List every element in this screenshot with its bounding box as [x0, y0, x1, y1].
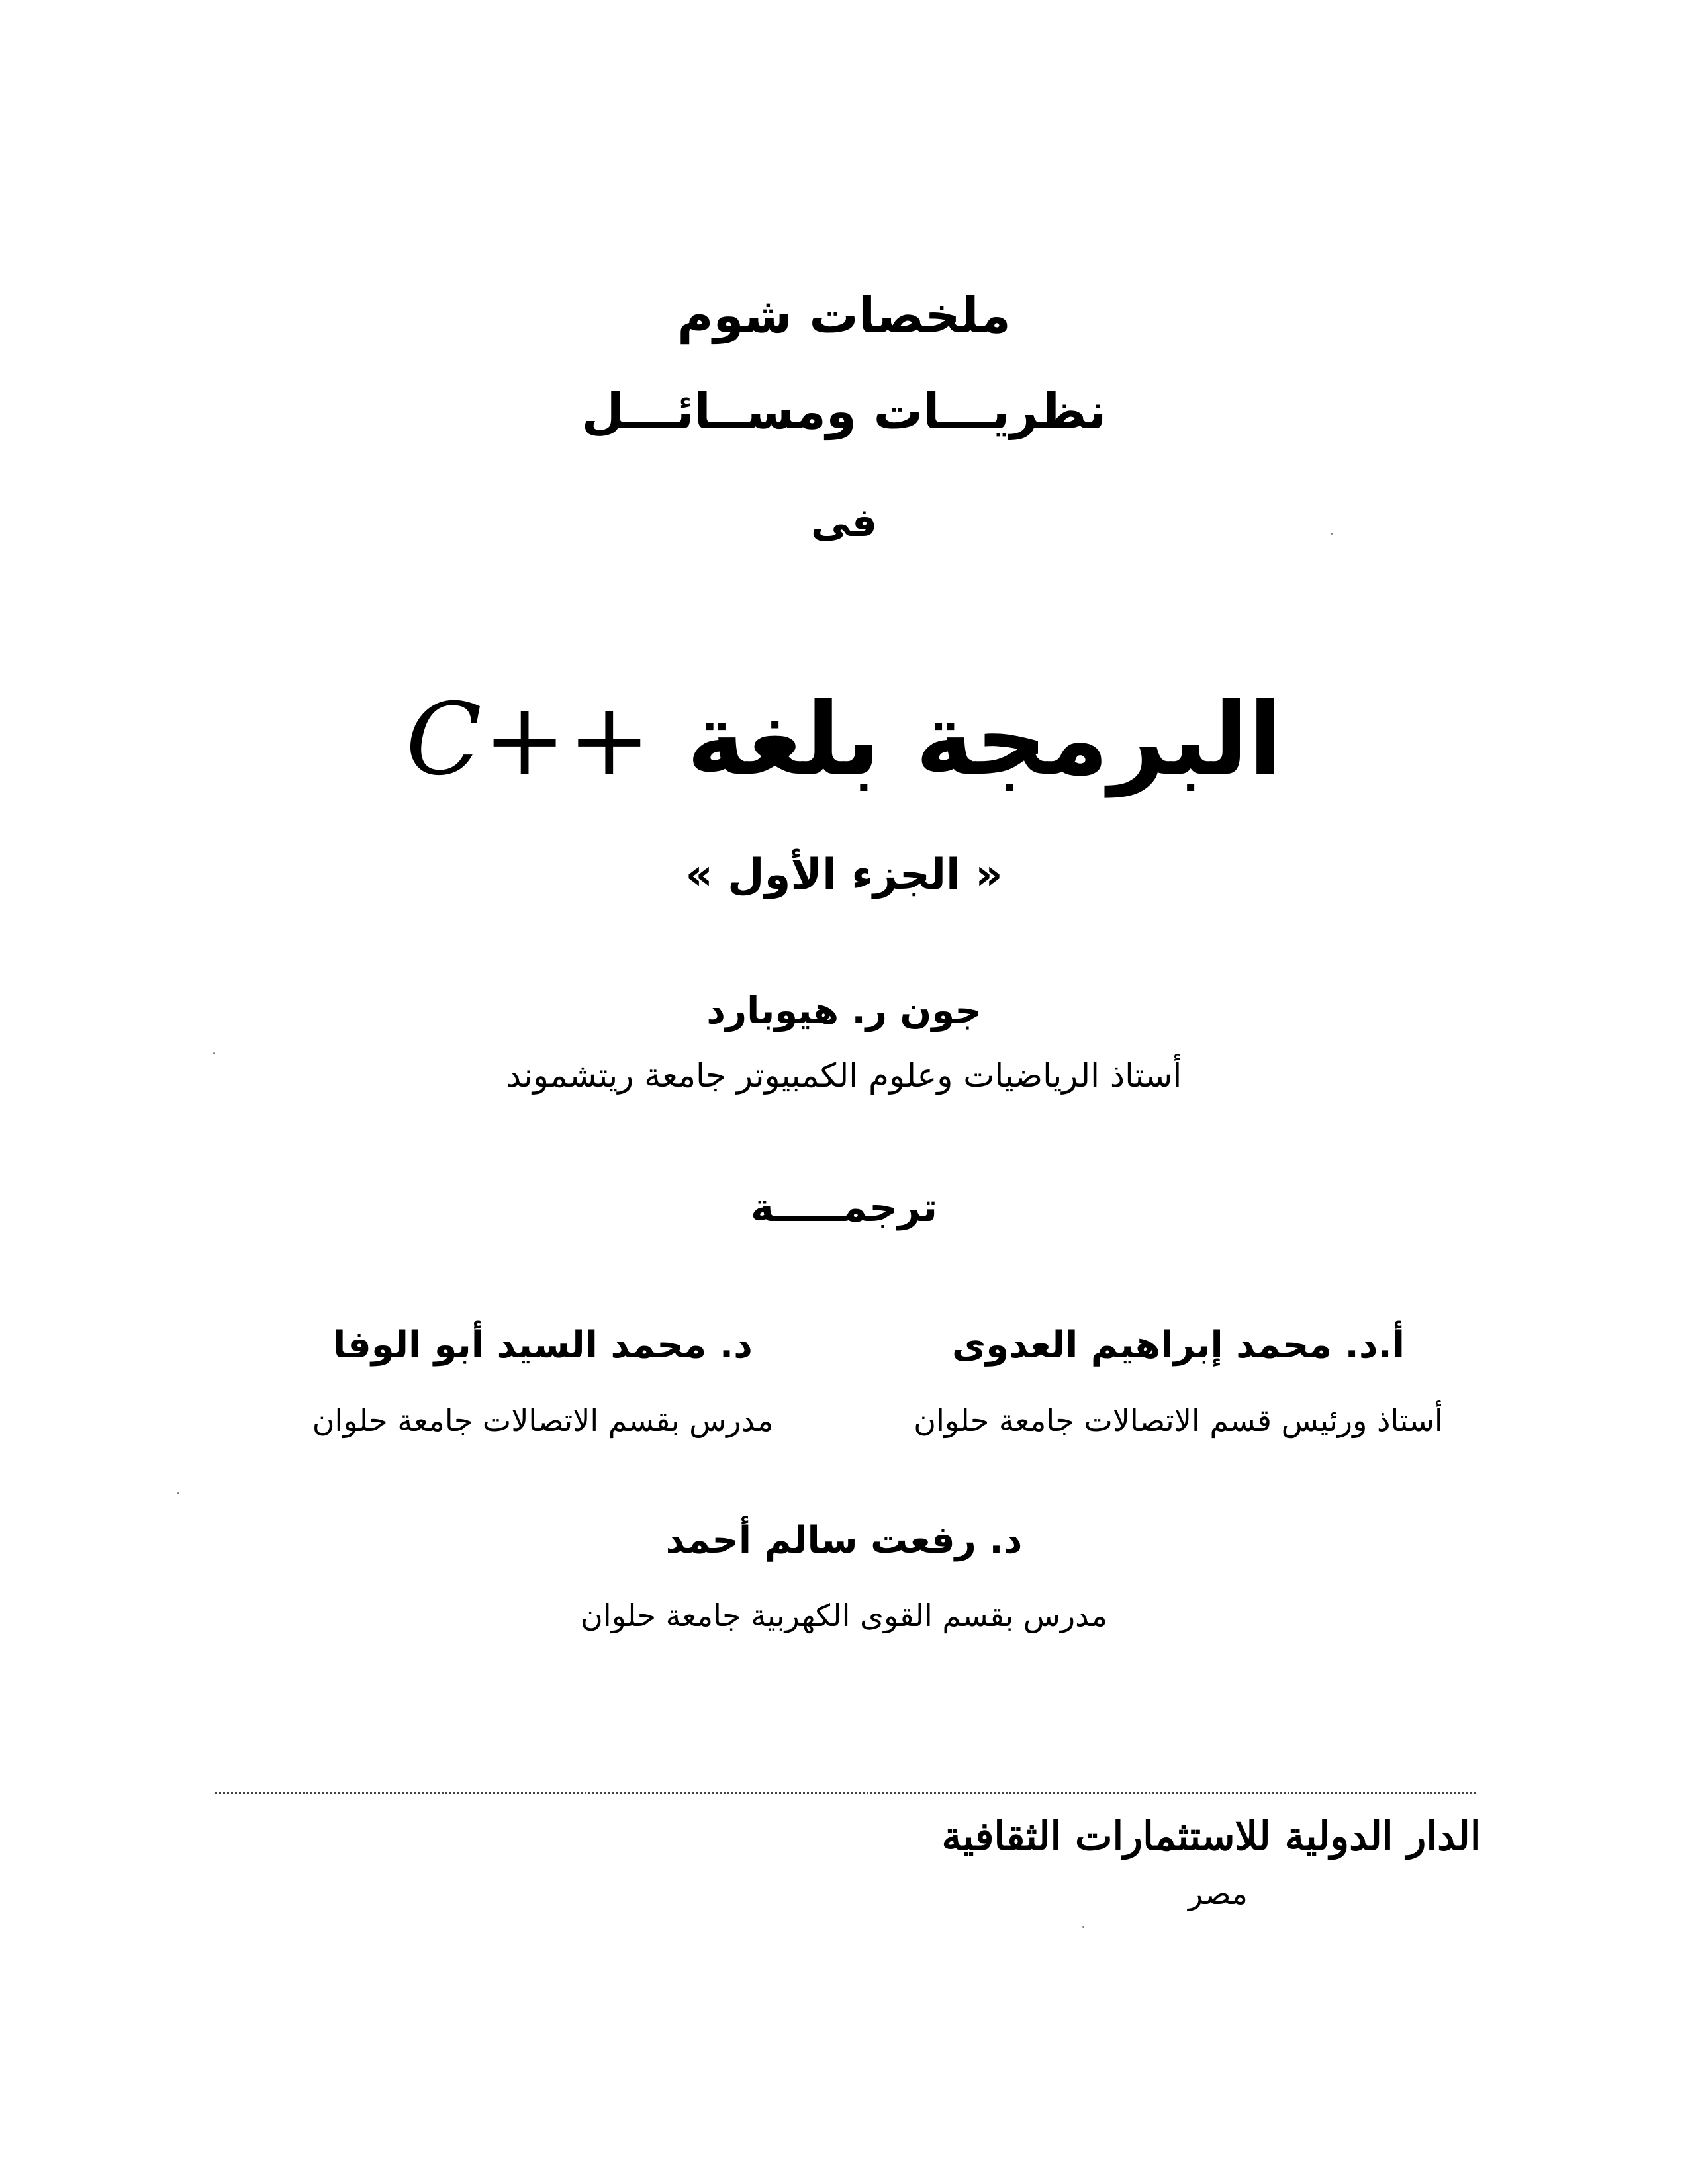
main-title-text: البرمجة بلغة — [686, 682, 1282, 797]
translator-1-affiliation: أستاذ ورئيس قسم الاتصالات جامعة حلوان — [914, 1402, 1443, 1438]
translator-3 — [0, 1519, 1688, 1633]
scan-speck — [213, 1052, 215, 1054]
main-title-language: C++ — [405, 682, 653, 797]
translator-1-name: أ.د. محمد إبراهيم العدوى — [951, 1324, 1405, 1367]
translator-2-affiliation: مدرس بقسم الاتصالات جامعة حلوان — [312, 1402, 774, 1438]
author-name: جون ر. هيوبارد — [706, 989, 982, 1032]
translator-2 — [252, 1324, 834, 1438]
author-affiliation: أستاذ الرياضيات وعلوم الكمبيوتر جامعة ريتشموند — [506, 1056, 1182, 1095]
translator-3-name: د. رفعت سالم أحمد — [665, 1519, 1023, 1562]
translator-3-affiliation: مدرس بقسم القوى الكهربية جامعة حلوان — [581, 1598, 1107, 1633]
series-subtitle: نظريـــات ومســائـــل — [581, 383, 1107, 440]
scan-speck — [177, 1492, 179, 1494]
scan-speck — [1082, 1926, 1084, 1928]
main-title — [0, 682, 1688, 797]
publisher-divider — [215, 1792, 1476, 1794]
scan-speck — [1331, 533, 1333, 535]
publisher-country: مصر — [1188, 1876, 1248, 1911]
translator-1 — [874, 1324, 1483, 1438]
publisher-name: الدار الدولية للاستثمارات الثقافية — [941, 1813, 1481, 1860]
series-title: ملخصات شوم — [677, 287, 1011, 344]
part-label: « الجزء الأول » — [685, 850, 1003, 899]
translator-2-name: د. محمد السيد أبو الوفا — [333, 1324, 753, 1367]
preposition: فى — [811, 500, 877, 546]
translation-label: ترجمـــــة — [750, 1185, 938, 1231]
